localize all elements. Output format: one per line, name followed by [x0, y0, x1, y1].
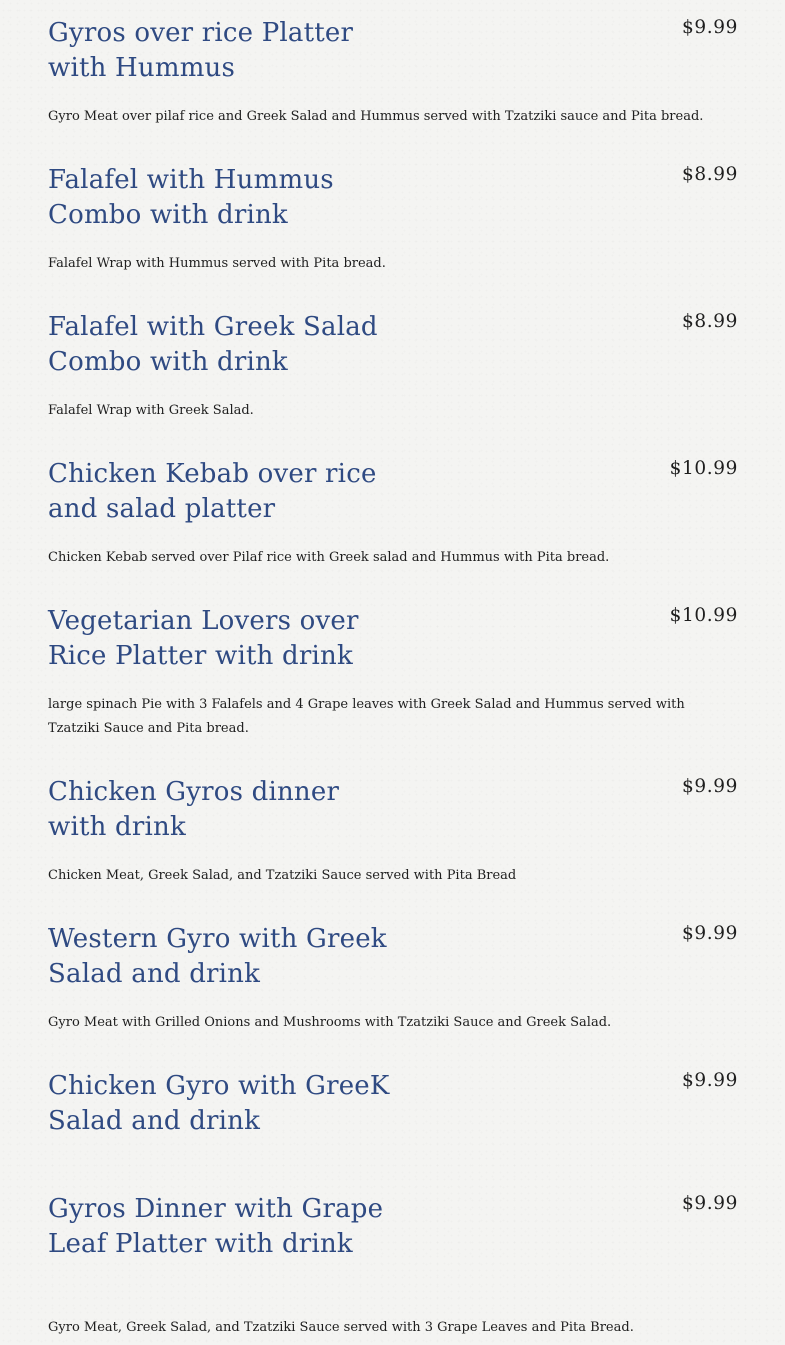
- item-description: Chicken Kebab served over Pilaf rice with Greek salad and Hummus with Pita bread.: [48, 550, 610, 565]
- item-name: Gyros Dinner with Grape Leaf Platter with drink: [48, 1194, 384, 1259]
- item-name: Western Gyro with Greek Salad and drink: [48, 924, 387, 989]
- item-name: Chicken Gyros dinner with drink: [48, 777, 340, 842]
- item-price: $9.99: [682, 1070, 738, 1091]
- item-name: Falafel with Hummus Combo with drink: [48, 165, 334, 230]
- item-description: Gyro Meat, Greek Salad, and Tzatziki Sauce served with 3 Grape Leaves and Pita Bread.: [48, 1320, 634, 1335]
- item-description: large spinach Pie with 3 Falafels and 4 Grape leaves with Greek Salad and Hummus served with Tzatziki Sauce and Pita bread.: [48, 697, 685, 736]
- item-name: Chicken Kebab over rice and salad platter: [48, 459, 377, 524]
- item-price: $9.99: [682, 923, 738, 944]
- item-price: $9.99: [682, 776, 738, 797]
- item-price: $8.99: [682, 164, 738, 185]
- item-description: Chicken Meat, Greek Salad, and Tzatziki Sauce served with Pita Bread: [48, 868, 517, 883]
- item-price: $9.99: [682, 17, 738, 38]
- item-name: Falafel with Greek Salad Combo with drink: [48, 312, 378, 377]
- item-price: $10.99: [669, 605, 738, 626]
- item-price: $9.99: [682, 1193, 738, 1214]
- item-description: Falafel Wrap with Hummus served with Pita bread.: [48, 256, 386, 271]
- item-description: Falafel Wrap with Greek Salad.: [48, 403, 254, 418]
- item-description: Gyro Meat over pilaf rice and Greek Salad and Hummus served with Tzatziki sauce and Pita bread.: [48, 109, 704, 124]
- item-name: Chicken Gyro with GreeK Salad and drink: [48, 1071, 390, 1136]
- item-name: Vegetarian Lovers over Rice Platter with drink: [48, 606, 359, 671]
- item-description: Gyro Meat with Grilled Onions and Mushrooms with Tzatziki Sauce and Greek Salad.: [48, 1015, 612, 1030]
- item-price: $8.99: [682, 311, 738, 332]
- item-price: $10.99: [669, 458, 738, 479]
- item-name: Gyros over rice Platter with Hummus: [48, 18, 354, 83]
